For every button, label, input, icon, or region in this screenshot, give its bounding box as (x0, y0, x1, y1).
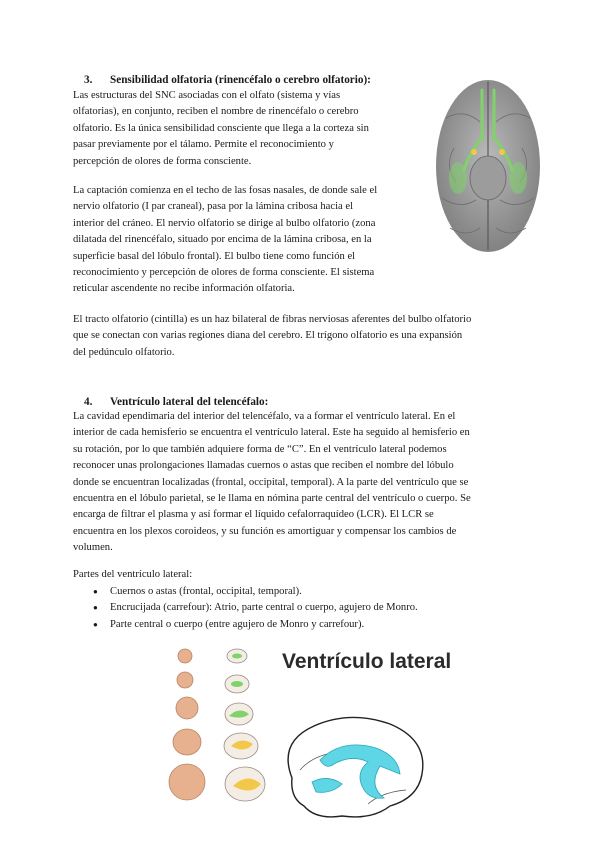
olfactory-brain-illustration (434, 78, 542, 254)
text-line: dilatada del rinencéfalo, situado por encima de la lámina cribosa, en la (73, 234, 372, 246)
text-line: encuentra en los plexos coroideos, y su función es amortiguar y compensar los cambios de (73, 525, 457, 537)
text-line: interior del cráneo. El nervio olfatorio se dirige al bulbo olfatorio (zona (73, 217, 376, 229)
text-line: su rotación, por lo que también adquiere forma de “C”. En el ventrículo lateral podemos (73, 443, 447, 455)
section-3-paragraph-1 (73, 88, 369, 170)
section-3-title: Sensibilidad olfatoria (rinencéfalo o cerebro olfatorio): (110, 74, 371, 86)
parts-list (93, 584, 418, 633)
section-3-paragraph-2 (73, 183, 377, 298)
text-line: pasar previamente por el tálamo. Permite el reconocimiento y (73, 139, 334, 151)
list-item: ● Cuernos o astas (frontal, occipital, temporal). (93, 584, 418, 600)
olfactory-trigone-right (499, 149, 505, 155)
text-line: La cavidad ependimaria del interior del telencéfalo, va a formar el ventrículo lateral. En el (73, 411, 456, 422)
text-line: El tracto olfatorio (cintilla) es un haz bilateral de fibras nerviosas aferentes del bulbo olfatorio (73, 314, 472, 325)
text-line: olfatorio. Es la única sensibilidad consciente que llega a la corteza sin (73, 122, 369, 134)
brainstem (470, 156, 506, 200)
text-line: reconocimiento y percepción de olores de forma consciente. El sistema (73, 267, 375, 279)
text-line: donde se encuentran localizadas (frontal, occipital, temporal). A la parte del ventrículo que se (73, 476, 469, 488)
section-4-paragraph-1 (73, 409, 471, 557)
text-line: reticular ascendente no recibe información olfatoria. (73, 283, 295, 295)
text-line: que se conectan con varias regiones diana del cerebro. El trígono olfatorio es una expansión (73, 330, 463, 342)
text-line: superficie basal del lóbulo frontal). El bulbo tiene como función el (73, 250, 356, 262)
list-item: ● Parte central o cuerpo (entre agujero de Monro y carrefour). (93, 617, 418, 633)
lateral-ventricle-diagram (272, 708, 432, 826)
list-item: ● Encrucijada (carrefour): Atrio, parte central o cuerpo, agujero de Monro. (93, 600, 418, 616)
brain-development-stages-illustration (165, 642, 275, 812)
embryo-column (169, 649, 205, 800)
figure-title: Ventrículo lateral (282, 650, 452, 673)
text-line: del pedúnculo olfatorio. (73, 346, 175, 358)
text-line: nervio olfatorio (I par craneal), pasa por la lámina cribosa hacia el (73, 201, 354, 213)
text-line: interior de cada hemisferio se encuentra el ventrículo lateral. Este ha seguido al hemisferio en (73, 427, 470, 439)
section-4-number: 4. (84, 396, 93, 408)
text-line: Las estructuras del SNC asociadas con el olfato (sistema y vías (73, 90, 341, 101)
brain-section-column (224, 649, 265, 801)
text-line: La captación comienza en el techo de las fosas nasales, de donde sale el (73, 185, 378, 196)
section-4-title: Ventrículo lateral del telencéfalo: (110, 396, 269, 408)
section-3-paragraph-3 (73, 312, 471, 361)
text-line: encarga de filtrar el plasma y así formar el líquido cefalorraquídeo (LCR). El LCR se (73, 509, 434, 521)
text-line: encuentra en el lóbulo parietal, se le llama en nómina parte central del ventrículo o cuerpo. Se (73, 493, 471, 505)
text-line: reconocer unas prolongaciones llamadas cuernos o astas que reciben el nombre del lóbulo (73, 460, 454, 472)
text-line: percepción de olores de forma consciente. (73, 155, 252, 167)
text-line: volumen. (73, 542, 113, 554)
text-line: olfatorias), en conjunto, reciben el nombre de rinencéfalo o cerebro (73, 106, 359, 118)
brain-outline (288, 717, 423, 816)
section-4-heading (84, 395, 268, 410)
section-3-number: 3. (84, 74, 93, 86)
olfactory-trigone-left (471, 149, 477, 155)
parts-intro: Partes del ventrículo lateral: (73, 569, 193, 580)
section-3-heading (84, 73, 371, 88)
